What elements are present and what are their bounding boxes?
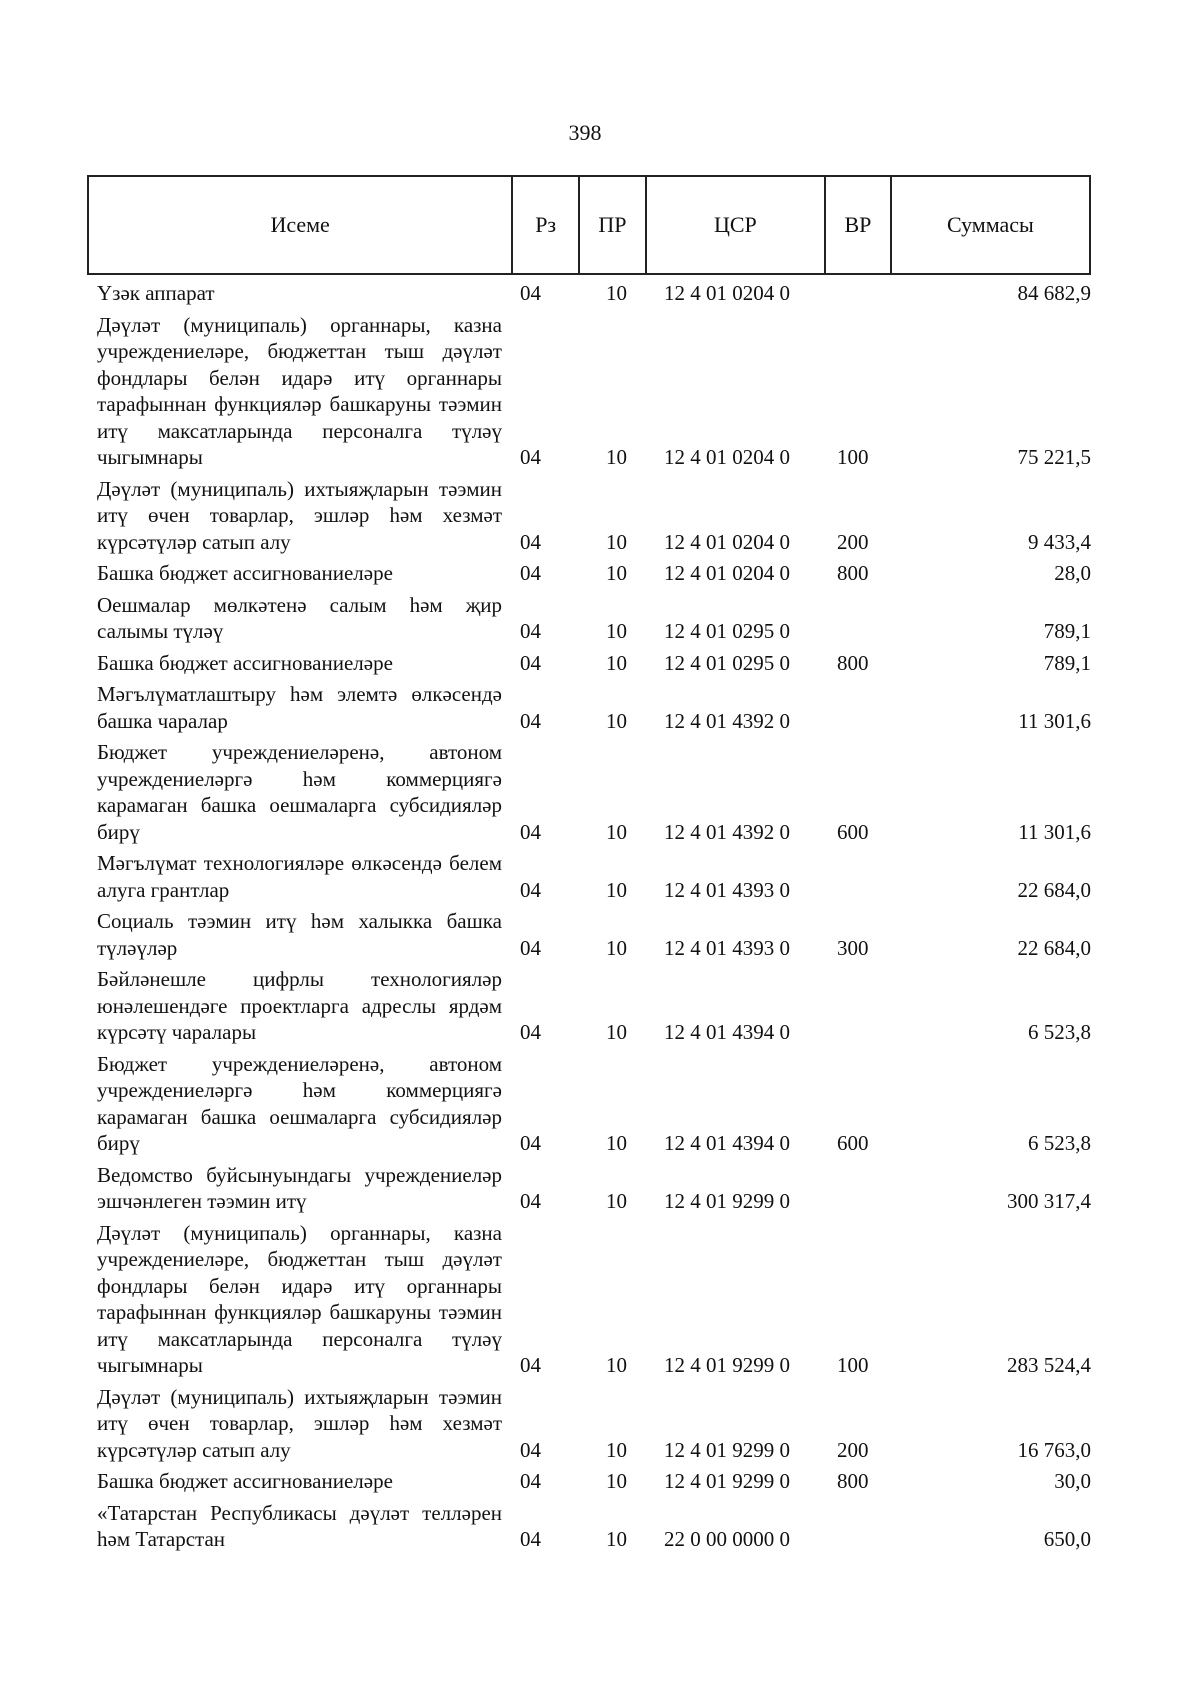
cell-csr: 12 4 01 9299 0 [664,1469,790,1493]
cell-pr: 10 [606,1131,627,1155]
table-row [97,1500,1091,1553]
cell-rz: 04 [520,619,541,643]
table-row [97,1384,1091,1464]
cell-name: Социаль тәэмин итү һәм халыкка башка түләүләр [97,909,502,960]
cell-sum: 11 301,6 [1018,708,1091,733]
cell-rz: 04 [520,650,541,675]
cell-pr: 10 [606,819,627,844]
cell-sum: 30,0 [1054,1469,1091,1493]
table-row [97,739,1091,845]
cell-vr: 800 [837,1469,869,1493]
table-row [97,1162,1091,1215]
cell-pr: 10 [606,619,627,643]
cell-vr: 200 [837,529,869,554]
table-row [97,280,1091,307]
cell-rz: 04 [520,1020,541,1044]
cell-vr: 800 [837,650,869,675]
cell-rz: 04 [520,877,541,902]
cell-name: Мәгълүмат технологияләре өлкәсендә белем алуга грантлар [97,851,502,902]
cell-pr: 10 [606,708,627,733]
cell-name: Башка бюджет ассигнованиеләре [97,561,393,585]
table-row [97,908,1091,961]
cell-sum: 16 763,0 [1017,1437,1091,1462]
cell-name: Башка бюджет ассигнованиеләре [97,1469,393,1493]
cell-sum: 84 682,9 [1017,281,1091,305]
cell-pr: 10 [606,935,627,960]
cell-csr: 12 4 01 0204 0 [664,529,790,554]
cell-pr: 10 [606,281,627,305]
table-row [97,1051,1091,1157]
cell-rz: 04 [520,445,541,469]
table-row [97,966,1091,1046]
header-vr: ВР [824,177,890,273]
header-sum: Суммасы [890,177,1089,273]
cell-sum: 22 684,0 [1017,877,1091,902]
table-body [97,280,1091,1558]
cell-rz: 04 [520,1527,541,1551]
cell-csr: 12 4 01 4392 0 [664,708,790,733]
cell-pr: 10 [606,1437,627,1462]
table-row [97,312,1091,471]
cell-rz: 04 [520,529,541,554]
cell-name: Оешмалар мөлкәтенә салым һәм җир салымы түләү [97,592,502,643]
cell-pr: 10 [606,1527,627,1551]
cell-pr: 10 [606,877,627,902]
cell-name: Үзәк аппарат [97,281,215,305]
cell-csr: 12 4 01 0204 0 [664,445,790,469]
header-pr: ПР [578,177,645,273]
cell-rz: 04 [520,281,541,305]
cell-csr: 12 4 01 4394 0 [664,1131,790,1155]
cell-pr: 10 [606,1189,627,1213]
table-row [97,850,1091,903]
table-header [87,175,1091,275]
cell-vr: 300 [837,935,869,960]
cell-csr: 12 4 01 4393 0 [664,877,790,902]
cell-sum: 22 684,0 [1017,935,1091,960]
cell-rz: 04 [520,819,541,844]
cell-vr: 600 [837,1131,869,1155]
cell-pr: 10 [606,529,627,554]
cell-csr: 12 4 01 4392 0 [664,819,790,844]
header-csr: ЦСР [645,177,824,273]
cell-rz: 04 [520,1189,541,1213]
cell-rz: 04 [520,1469,541,1493]
cell-sum: 9 433,4 [1028,529,1091,554]
cell-name: Дәүләт (муниципаль) ихтыяҗларын тәэмин итү өчен товарлар, эшләр һәм хезмәт күрсәтүләр сатып алу [97,1384,502,1462]
cell-vr: 200 [837,1437,869,1462]
cell-sum: 11 301,6 [1018,819,1091,844]
cell-sum: 6 523,8 [1028,1131,1091,1155]
cell-name: Бәйләнешле цифрлы технологияләр юнәлешендәге проектларга адреслы ярдәм күрсәтү чаралары [97,967,502,1044]
table-row [97,476,1091,556]
table-row [97,1220,1091,1379]
cell-vr: 100 [837,1353,869,1377]
table-row [97,1468,1091,1495]
cell-pr: 10 [606,1353,627,1377]
cell-name: Мәгълүматлаштыру һәм элемтә өлкәсендә башка чаралар [97,682,502,733]
cell-name: Бюджет учреждениеләренә, автоном учреждениеләргә һәм коммерциягә карамаган башка оешмаларга субсидияләр бирү [97,1051,502,1155]
cell-rz: 04 [520,708,541,733]
page-number: 398 [568,120,602,145]
cell-csr: 12 4 01 9299 0 [664,1437,790,1462]
cell-sum: 6 523,8 [1028,1020,1091,1044]
cell-name: Дәүләт (муниципаль) органнары, казна учреждениеләре, бюджеттан тыш дәүләт фондлары белән идарә итү органнары тарафыннан функцияләр башкаруны тәэмин итү максатларында персоналга түләү чыгымнары [97,1220,502,1377]
cell-csr: 12 4 01 0204 0 [664,281,790,305]
cell-vr: 600 [837,819,869,844]
cell-sum: 789,1 [1043,619,1091,643]
cell-pr: 10 [606,650,627,675]
table-row [97,592,1091,645]
cell-name: Ведомство буйсынуындагы учреждениеләр эшчәнлеген тәэмин итү [97,1162,502,1213]
cell-sum: 300 317,4 [1007,1189,1091,1213]
cell-rz: 04 [520,1131,541,1155]
cell-csr: 12 4 01 4394 0 [664,1020,790,1044]
cell-name: Дәүләт (муниципаль) ихтыяҗларын тәэмин итү өчен товарлар, эшләр һәм хезмәт күрсәтүләр сатып алу [97,476,502,554]
cell-name: Бюджет учреждениеләренә, автоном учреждениеләргә һәм коммерциягә карамаган башка оешмаларга субсидияләр бирү [97,740,502,844]
cell-sum: 75 221,5 [1017,445,1091,469]
cell-csr: 12 4 01 0295 0 [664,650,790,675]
cell-sum: 28,0 [1054,561,1091,585]
cell-csr: 12 4 01 9299 0 [664,1189,790,1213]
cell-rz: 04 [520,1437,541,1462]
cell-csr: 12 4 01 4393 0 [664,935,790,960]
cell-sum: 650,0 [1043,1527,1091,1551]
cell-sum: 283 524,4 [1007,1353,1091,1377]
table-row [97,650,1091,677]
cell-pr: 10 [606,1469,627,1493]
cell-csr: 22 0 00 0000 0 [664,1527,790,1551]
table-row [97,681,1091,734]
cell-pr: 10 [606,561,627,585]
header-name: Исеме [270,212,330,237]
cell-name: Дәүләт (муниципаль) органнары, казна учреждениеләре, бюджеттан тыш дәүләт фондлары белән идарә итү органнары тарафыннан функцияләр башкаруны тәэмин итү максатларында персоналга түләү чыгымнары [97,312,502,469]
cell-rz: 04 [520,935,541,960]
cell-name: Башка бюджет ассигнованиеләре [97,650,393,675]
header-rz: Рз [511,177,578,273]
cell-name: «Татарстан Республикасы дәүләт телләрен һәм Татарстан [97,1500,502,1551]
table-row [97,560,1091,587]
cell-csr: 12 4 01 0204 0 [664,561,790,585]
cell-pr: 10 [606,445,627,469]
cell-vr: 800 [837,561,869,585]
cell-csr: 12 4 01 0295 0 [664,619,790,643]
cell-rz: 04 [520,561,541,585]
cell-rz: 04 [520,1353,541,1377]
cell-pr: 10 [606,1020,627,1044]
cell-vr: 100 [837,445,869,469]
cell-sum: 789,1 [1043,650,1091,675]
cell-csr: 12 4 01 9299 0 [664,1353,790,1377]
